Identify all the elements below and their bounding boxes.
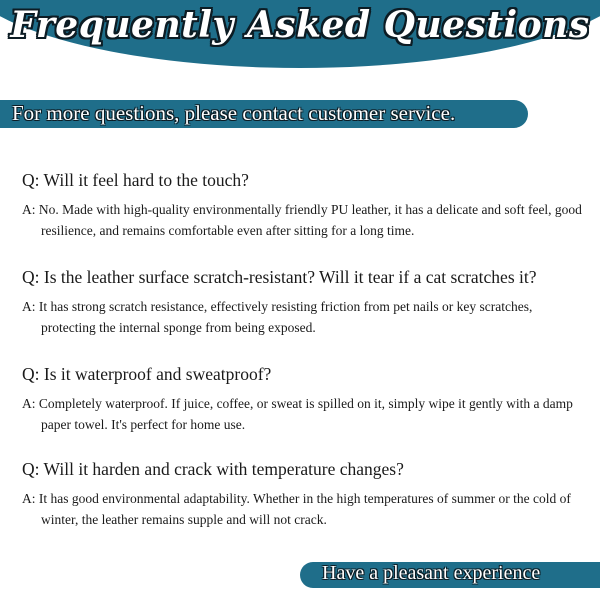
faq-item — [22, 267, 582, 338]
faq-item — [22, 364, 582, 435]
faq-answer: A: It has good environmental adaptability. Whether in the high temperatures of summer or the cold of winter, the leather remains supple and will not crack. — [22, 491, 571, 527]
faq-answer: A: It has strong scratch resistance, effectively resisting friction from pet nails or key scratches, protecting the internal sponge from being exposed. — [22, 299, 533, 335]
contact-banner — [0, 100, 528, 128]
faq-answer: A: Completely waterproof. If juice, coffee, or sweat is spilled on it, simply wipe it gently with a damp paper towel. It's perfect for home use. — [22, 396, 573, 432]
page-title: Frequently Asked Questions — [10, 4, 590, 46]
faq-question: Q: Will it feel hard to the touch? — [22, 170, 249, 190]
footer-text: Have a pleasant experience — [322, 562, 541, 584]
faq-question: Q: Is the leather surface scratch-resistant? Will it tear if a cat scratches it? — [22, 267, 537, 287]
faq-answer: A: No. Made with high-quality environmentally friendly PU leather, it has a delicate and soft feel, good resilience, and remains comfortable even after sitting for a long time. — [22, 202, 582, 238]
faq-question: Q: Will it harden and crack with temperature changes? — [22, 459, 404, 479]
footer-banner — [300, 562, 600, 588]
faq-item — [22, 459, 582, 530]
contact-text: For more questions, please contact customer service. — [12, 101, 456, 125]
faq-question: Q: Is it waterproof and sweatproof? — [22, 364, 272, 384]
faq-item — [22, 170, 582, 241]
